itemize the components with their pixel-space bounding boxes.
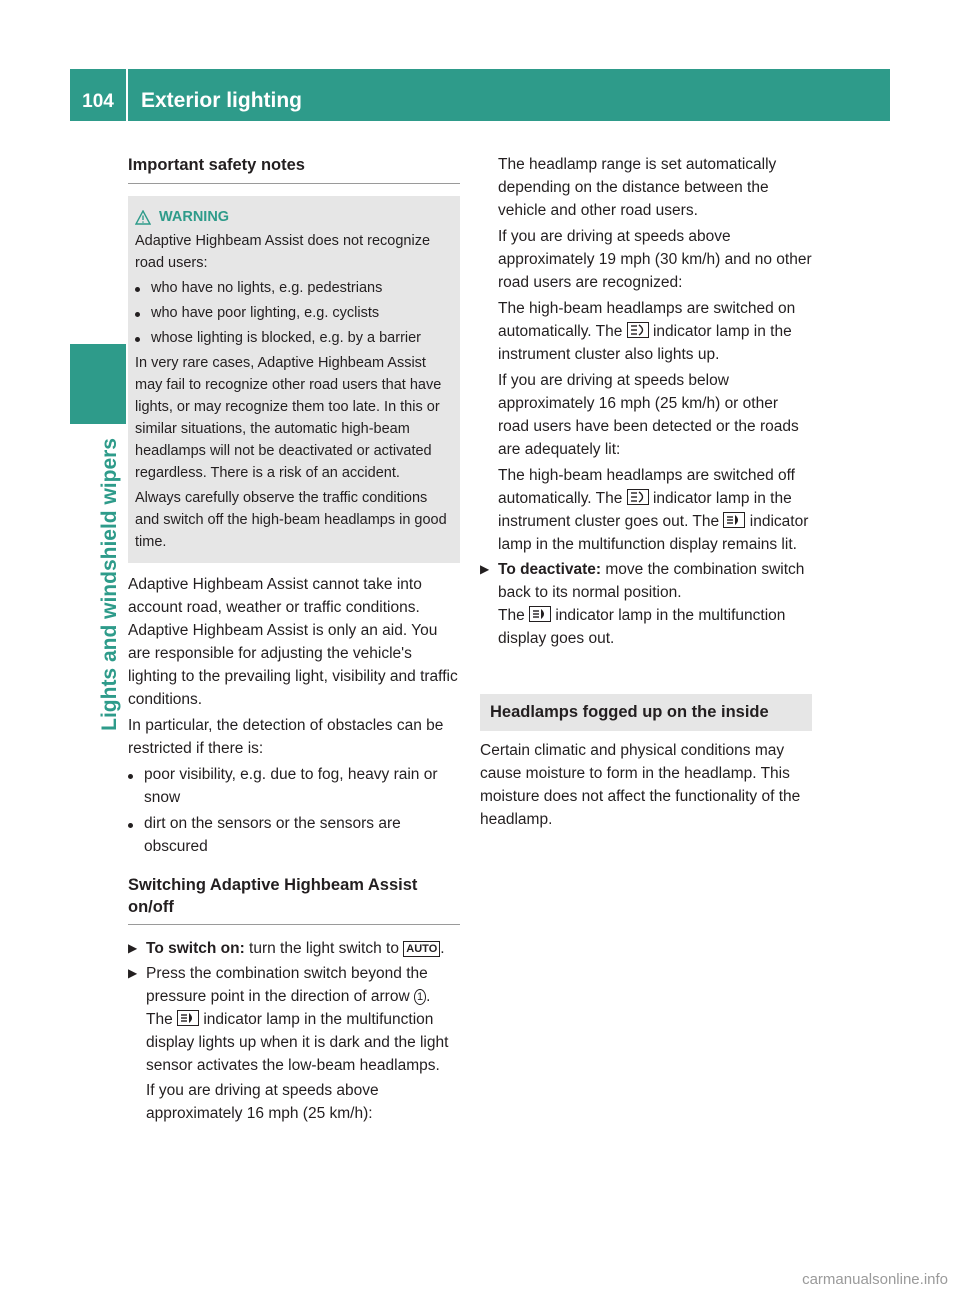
body-paragraph: In particular, the detection of obstacles can be restricted if there is: — [128, 717, 444, 757]
warning-paragraph: Always carefully observe the traffic conditions and switch off the high-beam headlamps in good time. — [135, 490, 447, 550]
warning-intro: Adaptive Highbeam Assist does not recognize road users: — [135, 233, 431, 271]
body-paragraph: The high-beam headlamps are switched off automatically. The indicator lamp in the instrument cluster goes out. The indicator lamp in the multifunction display remains lit. — [498, 467, 809, 553]
chapter-title: Exterior lighting — [141, 89, 303, 112]
watermark: carmanualsonline.info — [802, 1271, 948, 1288]
right-column — [480, 153, 812, 831]
body-paragraph: Adaptive Highbeam Assist cannot take into account road, weather or traffic conditions. Adaptive Highbeam Assist is only an aid. You are responsible for adjusting the vehicle's lighting to the prevailing light, visibility and traffic conditions. — [128, 576, 458, 708]
highbeam-assist-icon — [177, 1010, 199, 1026]
highbeam-assist-icon — [723, 512, 745, 528]
list-item: who have poor lighting, e.g. cyclists — [135, 302, 453, 324]
section-heading-switching: Switching Adaptive Highbeam Assist on/off — [128, 874, 460, 925]
header-divider — [126, 69, 128, 121]
section-heading-safety: Important safety notes — [128, 148, 460, 184]
list-item: who have no lights, e.g. pedestrians — [135, 277, 453, 299]
step-arrow-icon: ▶ — [128, 941, 138, 955]
high-beam-icon — [627, 322, 649, 338]
list-item: whose lighting is blocked, e.g. by a barrier — [135, 327, 453, 349]
body-paragraph: If you are driving at speeds above approximately 19 mph (30 km/h) and no other road users are recognized: — [498, 228, 812, 291]
auto-symbol: AUTO — [403, 941, 440, 957]
body-paragraph: The headlamp range is set automatically depending on the distance between the vehicle and other road users. — [498, 156, 777, 219]
high-beam-icon — [627, 489, 649, 505]
warning-label: WARNING — [159, 209, 230, 225]
warning-paragraph: In very rare cases, Adaptive Highbeam Assist may fail to recognize other road users that have lights, or may recognize them too late. In this or similar situations, the automatic high-beam headlamps will not be deactivated or activated regardless. There is a risk of an accident. — [135, 355, 442, 481]
list-item: dirt on the sensors or the sensors are obscured — [128, 812, 460, 858]
step-item: ▶ To switch on: turn the light switch to AUTO . — [128, 937, 460, 960]
list-item: poor visibility, e.g. due to fog, heavy rain or snow — [128, 763, 460, 809]
step-item: ▶ To deactivate: move the combination switch back to its normal position. The indicator lamp in the multifunction display goes out. — [480, 558, 812, 650]
page-number: 104 — [82, 91, 114, 112]
step-arrow-icon: ▶ — [480, 562, 490, 576]
body-paragraph: The high-beam headlamps are switched on automatically. The indicator lamp in the instrument cluster also lights up. — [498, 300, 796, 363]
section-heading-fogged: Headlamps fogged up on the inside — [480, 694, 812, 731]
warning-triangle-icon — [135, 210, 151, 225]
warning-title — [135, 206, 453, 228]
highbeam-assist-icon — [529, 606, 551, 622]
left-column — [128, 148, 460, 1127]
body-paragraph: If you are driving at speeds below approximately 16 mph (25 km/h) or other road users have been detected or the roads are adequately lit: — [498, 372, 799, 458]
step-arrow-icon: ▶ — [128, 966, 138, 980]
arrow-reference: 1 — [414, 989, 426, 1005]
side-tab-block — [70, 344, 126, 424]
warning-box — [128, 196, 460, 563]
body-paragraph: Certain climatic and physical conditions may cause moisture to form in the headlamp. This moisture does not affect the functionality of the headlamp. — [480, 742, 801, 828]
step-item: ▶ Press the combination switch beyond the pressure point in the direction of arrow 1 . The indicator lamp in the multifunction display lights up when it is dark and the light sensor activates the low-beam headlamps. If you are driving at speeds above approximately 16 mph (25 km/h): — [128, 962, 460, 1125]
side-tab-title: Lights and windshield wipers — [98, 438, 121, 731]
